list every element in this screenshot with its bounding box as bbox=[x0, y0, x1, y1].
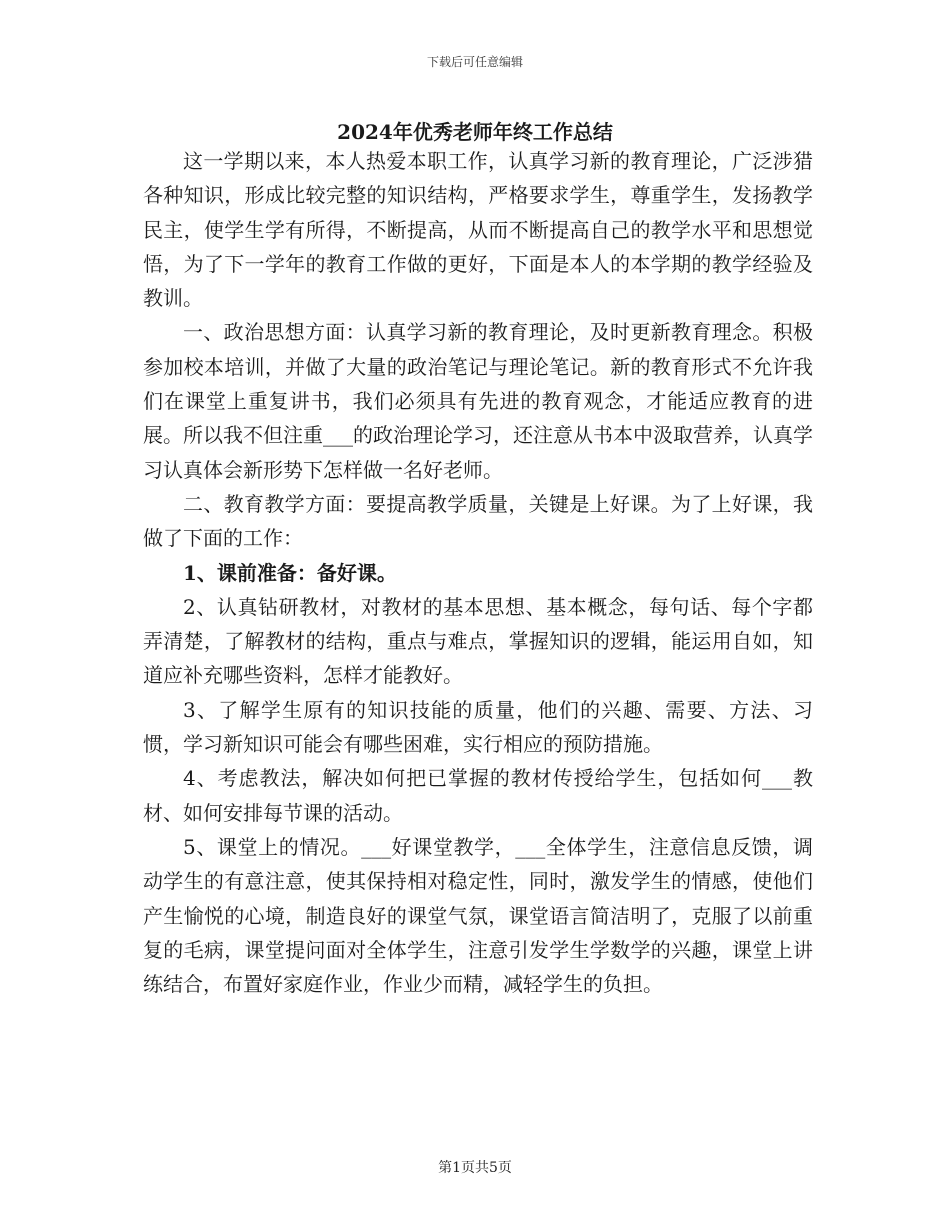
document-title: 2024年优秀老师年终工作总结 bbox=[337, 120, 613, 144]
teaching-paragraph: 二、教育教学方面：要提高教学质量，关键是上好课。为了上好课，我做了下面的工作： bbox=[143, 491, 813, 551]
intro-paragraph: 这一学期以来，本人热爱本职工作，认真学习新的教育理论，广泛涉猎各种知识，形成比较完整的知识结构，严格要求学生，尊重学生，发扬教学民主，使学生学有所得，不断提高，从而不断提高自己的教学水平和思想觉悟，为了下一学年的教育工作做的更好，下面是本人的本学期的教学经验及教训。 bbox=[143, 149, 813, 311]
page-number-footer: 第1页共5页 bbox=[438, 1160, 512, 1176]
document-body bbox=[143, 144, 813, 1001]
lesson-prep-heading: 1、课前准备：备好课。 bbox=[183, 560, 397, 585]
list-item-5: 5、课堂上的情况。___好课堂教学，___全体学生，注意信息反馈，调动学生的有意注意，使其保持相对稳定性，同时，激发学生的情感，使他们产生愉悦的心境，制造良好的课堂气氛，课堂语言简洁明了，克服了以前重复的毛病，课堂提问面对全体学生，注意引发学生学数学的兴趣，课堂上讲练结合，布置好家庭作业，作业少而精，减轻学生的负担。 bbox=[143, 834, 813, 997]
list-item-4: 4、考虑教法，解决如何把已掌握的教材传授给学生，包括如何___教材、如何安排每节课的活动。 bbox=[143, 766, 813, 825]
list-item-3: 3、了解学生原有的知识技能的质量，他们的兴趣、需要、方法、习惯，学习新知识可能会有哪些困难，实行相应的预防措施。 bbox=[143, 697, 813, 757]
list-item-2: 2、认真钻研教材，对教材的基本思想、基本概念，每句话、每个字都弄清楚，了解教材的结构，重点与难点，掌握知识的逻辑，能运用自如，知道应补充哪些资料，怎样才能教好。 bbox=[143, 594, 813, 688]
political-thought-paragraph: 一、政治思想方面：认真学习新的教育理论，及时更新教育理念。积极参加校本培训，并做了大量的政治笔记与理论笔记。新的教育形式不允许我们在课堂上重复讲书，我们必须具有先进的教育观念，才能适应教育的进展。所以我不但注重___的政治理论学习，还注意从书本中汲取营养，认真学习认真体会新形势下怎样做一名好老师。 bbox=[143, 320, 813, 482]
page-header-note: 下载后可任意编辑 bbox=[426, 55, 523, 69]
